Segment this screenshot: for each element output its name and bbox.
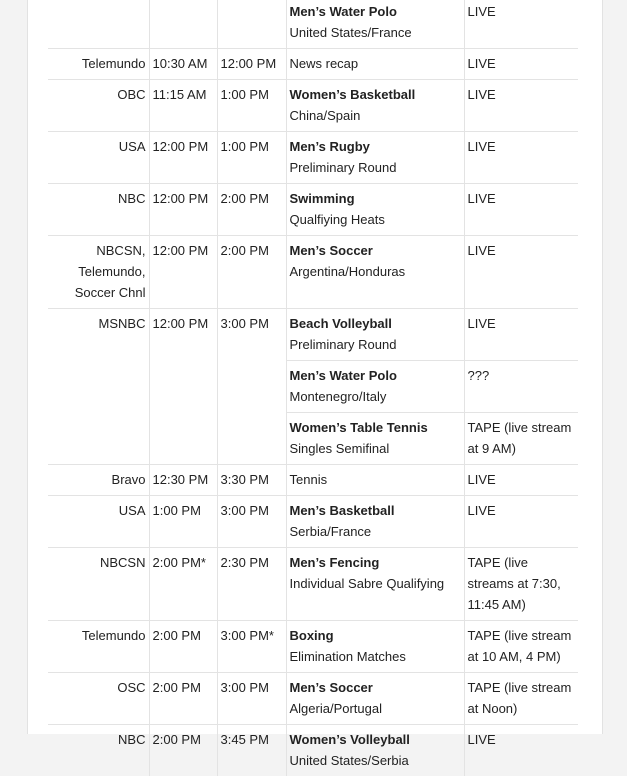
end-time-cell: 3:00 PM — [217, 496, 286, 548]
end-time-cell: 2:00 PM — [217, 236, 286, 309]
start-time-cell: 11:15 AM — [149, 80, 217, 132]
table-row — [48, 236, 578, 309]
status-cell: LIVE — [464, 496, 578, 548]
event-cell — [286, 184, 464, 236]
end-time-cell: 1:00 PM — [217, 132, 286, 184]
event-subtitle: News recap — [290, 53, 461, 74]
network-cell: USA — [48, 132, 149, 184]
start-time-cell: 12:00 PM — [149, 132, 217, 184]
broadcast-schedule-table — [48, 0, 578, 776]
status-cell: TAPE (live stream at 10 AM, 4 PM) — [464, 621, 578, 673]
start-time-cell: 10:30 AM — [149, 49, 217, 80]
table-row — [48, 80, 578, 132]
start-time-cell: 12:00 PM — [149, 309, 217, 361]
event-title: Men’s Soccer — [290, 677, 461, 698]
table-row — [48, 361, 578, 413]
event-subtitle: Singles Semifinal — [290, 438, 461, 459]
end-time-cell — [217, 413, 286, 465]
status-cell: TAPE (live stream at Noon) — [464, 673, 578, 725]
event-title: Boxing — [290, 625, 461, 646]
start-time-cell: 2:00 PM — [149, 725, 217, 776]
network-cell: NBCSN, Telemundo, Soccer Chnl — [48, 236, 149, 309]
event-subtitle: Individual Sabre Qualifying — [290, 573, 461, 594]
event-subtitle: Argentina/Honduras — [290, 261, 461, 282]
schedule-body — [48, 0, 578, 776]
table-row — [48, 621, 578, 673]
network-cell: MSNBC — [48, 309, 149, 361]
status-cell: LIVE — [464, 132, 578, 184]
network-cell: OSC — [48, 673, 149, 725]
end-time-cell: 12:00 PM — [217, 49, 286, 80]
table-row — [48, 673, 578, 725]
event-cell — [286, 548, 464, 621]
event-subtitle: Preliminary Round — [290, 334, 461, 355]
start-time-cell: 12:00 PM — [149, 184, 217, 236]
end-time-cell: 2:00 PM — [217, 184, 286, 236]
network-cell: USA — [48, 496, 149, 548]
status-cell: LIVE — [464, 236, 578, 309]
event-cell — [286, 465, 464, 496]
start-time-cell — [149, 413, 217, 465]
event-cell — [286, 236, 464, 309]
table-row — [48, 132, 578, 184]
network-cell: Telemundo — [48, 621, 149, 673]
event-cell — [286, 673, 464, 725]
start-time-cell: 1:00 PM — [149, 496, 217, 548]
event-cell — [286, 361, 464, 413]
end-time-cell — [217, 0, 286, 49]
event-cell — [286, 725, 464, 776]
event-subtitle: China/Spain — [290, 105, 461, 126]
network-cell: NBC — [48, 184, 149, 236]
table-row — [48, 49, 578, 80]
event-title: Men’s Basketball — [290, 500, 461, 521]
table-row — [48, 309, 578, 361]
event-title: Men’s Water Polo — [290, 365, 461, 386]
network-cell: Bravo — [48, 465, 149, 496]
event-subtitle: Preliminary Round — [290, 157, 461, 178]
event-cell — [286, 132, 464, 184]
status-cell: LIVE — [464, 465, 578, 496]
table-row — [48, 725, 578, 776]
network-cell: Telemundo — [48, 49, 149, 80]
event-title: Women’s Table Tennis — [290, 417, 461, 438]
end-time-cell: 3:00 PM* — [217, 621, 286, 673]
table-row — [48, 0, 578, 49]
event-subtitle: Montenegro/Italy — [290, 386, 461, 407]
table-row — [48, 184, 578, 236]
network-cell — [48, 361, 149, 413]
start-time-cell: 2:00 PM* — [149, 548, 217, 621]
event-subtitle: Algeria/Portugal — [290, 698, 461, 719]
end-time-cell: 3:00 PM — [217, 309, 286, 361]
network-cell: NBC — [48, 725, 149, 776]
table-row — [48, 548, 578, 621]
event-subtitle: Qualfiying Heats — [290, 209, 461, 230]
status-cell: LIVE — [464, 49, 578, 80]
event-subtitle: United States/Serbia — [290, 750, 461, 771]
event-title: Women’s Basketball — [290, 84, 461, 105]
status-cell: LIVE — [464, 725, 578, 776]
event-cell — [286, 49, 464, 80]
end-time-cell — [217, 361, 286, 413]
start-time-cell — [149, 0, 217, 49]
event-title: Swimming — [290, 188, 461, 209]
end-time-cell: 1:00 PM — [217, 80, 286, 132]
network-cell: OBC — [48, 80, 149, 132]
schedule-page — [27, 0, 603, 734]
status-cell: LIVE — [464, 309, 578, 361]
event-title: Men’s Fencing — [290, 552, 461, 573]
event-cell — [286, 621, 464, 673]
event-cell — [286, 496, 464, 548]
event-cell — [286, 309, 464, 361]
event-subtitle: Serbia/France — [290, 521, 461, 542]
start-time-cell: 2:00 PM — [149, 621, 217, 673]
status-cell: TAPE (live streams at 7:30, 11:45 AM) — [464, 548, 578, 621]
end-time-cell: 3:00 PM — [217, 673, 286, 725]
network-cell — [48, 0, 149, 49]
network-cell — [48, 413, 149, 465]
event-title: Men’s Water Polo — [290, 1, 461, 22]
status-cell: LIVE — [464, 0, 578, 49]
end-time-cell: 3:45 PM — [217, 725, 286, 776]
end-time-cell: 2:30 PM — [217, 548, 286, 621]
table-row — [48, 413, 578, 465]
event-cell — [286, 80, 464, 132]
start-time-cell: 12:30 PM — [149, 465, 217, 496]
table-row — [48, 465, 578, 496]
status-cell: LIVE — [464, 184, 578, 236]
event-title: Men’s Rugby — [290, 136, 461, 157]
start-time-cell: 2:00 PM — [149, 673, 217, 725]
event-title: Beach Volleyball — [290, 313, 461, 334]
event-title: Men’s Soccer — [290, 240, 461, 261]
start-time-cell: 12:00 PM — [149, 236, 217, 309]
event-cell — [286, 0, 464, 49]
event-subtitle: Elimination Matches — [290, 646, 461, 667]
end-time-cell: 3:30 PM — [217, 465, 286, 496]
event-subtitle: Tennis — [290, 469, 461, 490]
start-time-cell — [149, 361, 217, 413]
status-cell: TAPE (live stream at 9 AM) — [464, 413, 578, 465]
status-cell: LIVE — [464, 80, 578, 132]
event-title: Women’s Volleyball — [290, 729, 461, 750]
event-subtitle: United States/France — [290, 22, 461, 43]
table-row — [48, 496, 578, 548]
event-cell — [286, 413, 464, 465]
status-cell: ??? — [464, 361, 578, 413]
network-cell: NBCSN — [48, 548, 149, 621]
